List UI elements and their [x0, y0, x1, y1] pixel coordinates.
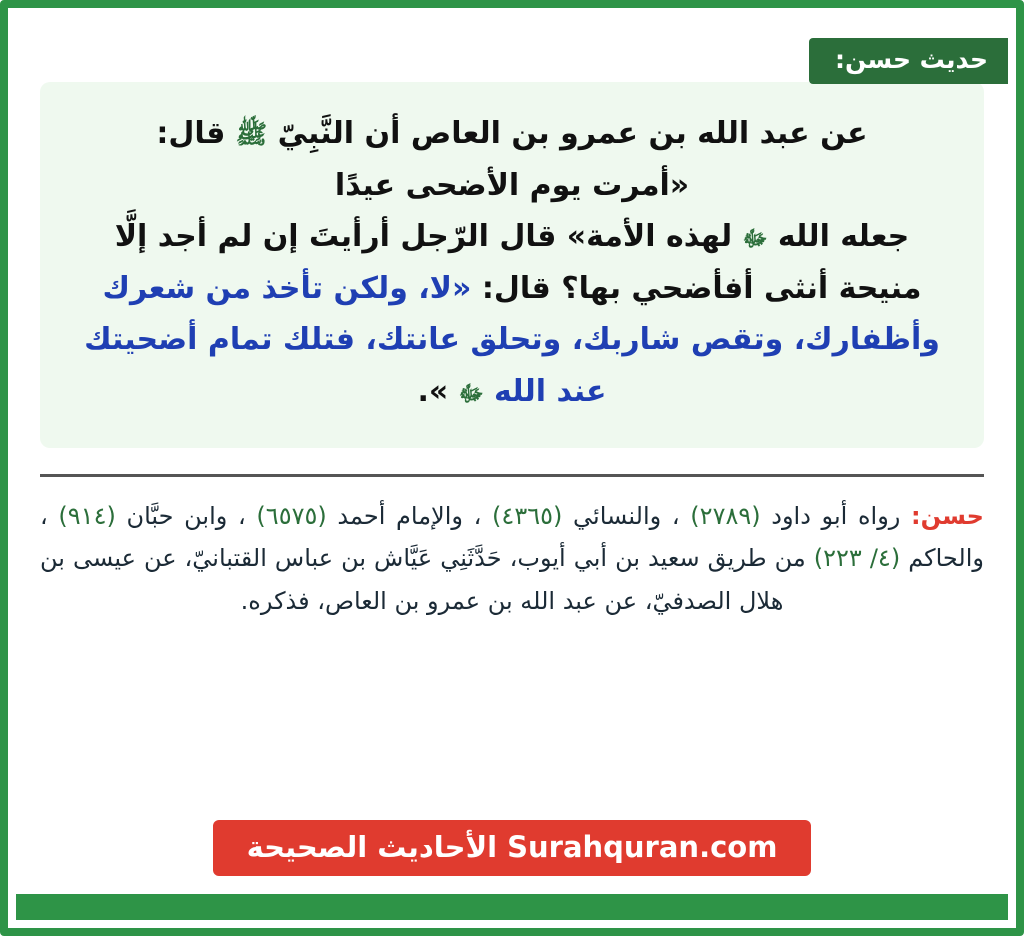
takhrij-number-1: (٢٧٨٩)	[690, 501, 761, 530]
takhrij-number-4: (٩١٤)	[58, 501, 116, 530]
page-content	[16, 16, 1008, 920]
jalla-jalaluhu-icon-1: ﷻ	[742, 227, 768, 253]
takhrij-number-2: (٤٣٦٥)	[492, 501, 563, 530]
hadith-quote-close: ».	[417, 373, 449, 409]
takhrij-text-1: رواه أبو داود	[771, 501, 901, 530]
jalla-jalaluhu-icon-2: ﷻ	[458, 381, 484, 407]
hadith-grade-badge: حديث حسن:	[809, 38, 1008, 84]
site-banner[interactable]	[213, 820, 812, 876]
hadith-line6-quote: عانتك، فتلك تمام أضحيتك عند الله	[84, 322, 607, 409]
footer-area	[16, 820, 1008, 876]
takhrij-number-3: (٦٥٧٥)	[256, 501, 327, 530]
site-tagline: الأحاديث الصحيحة	[246, 830, 498, 864]
bottom-green-strip	[16, 894, 1008, 920]
takhrij-text-3: ، والإمام أحمد	[337, 501, 482, 530]
takhrij-grade-word: حسن:	[911, 501, 984, 530]
sallallahu-alayhi-wasallam-icon: ﷺ	[235, 120, 268, 150]
takhrij-number-5: (٤/ ٢٢٣)	[813, 544, 901, 573]
header-bar	[16, 16, 1008, 74]
takhrij-text-5: ، والحاكم	[40, 501, 984, 573]
hadith-line4-quote: «لا، ولكن	[333, 270, 472, 306]
hadith-line5-quote: تأخذ من شعرك وأظفارك، وتقص شاربك، وتحلق	[102, 270, 940, 358]
hadith-box	[40, 82, 984, 448]
site-url: Surahquran.com	[507, 830, 778, 864]
hadith-line2: «أمرت يوم الأضحى عيدًا	[334, 167, 690, 203]
section-divider	[40, 474, 984, 477]
takhrij-paragraph	[40, 495, 984, 623]
takhrij-text-4: ، وابن حبَّان	[126, 501, 246, 530]
hadith-text	[70, 108, 954, 418]
takhrij-text-2: ، والنسائي	[573, 501, 680, 530]
takhrij-text-6: من طريق سعيد بن أبي أيوب، حَدَّثَنِي عَيَّاش بن عباس القتبانيّ، عن عيسى بن هلال الصدفيّ، عن عبد الله بن عمرو بن العاص، فذكره.	[40, 544, 806, 615]
hadith-line3-part-a: جعله الله	[777, 219, 910, 255]
hadith-line3-part-b: لهذه الأمة» قال الرّجل أرأيتَ إن لم	[217, 219, 733, 255]
hadith-line4-plain: أجد إلَّا منيحة أنثى أفأضحي بها؟ قال:	[114, 219, 922, 306]
hadith-line1-part-a: عن عبد الله بن عمرو بن العاص أن النَّبِيّ	[277, 116, 868, 151]
hadith-line1-part-b: قال:	[156, 116, 226, 151]
